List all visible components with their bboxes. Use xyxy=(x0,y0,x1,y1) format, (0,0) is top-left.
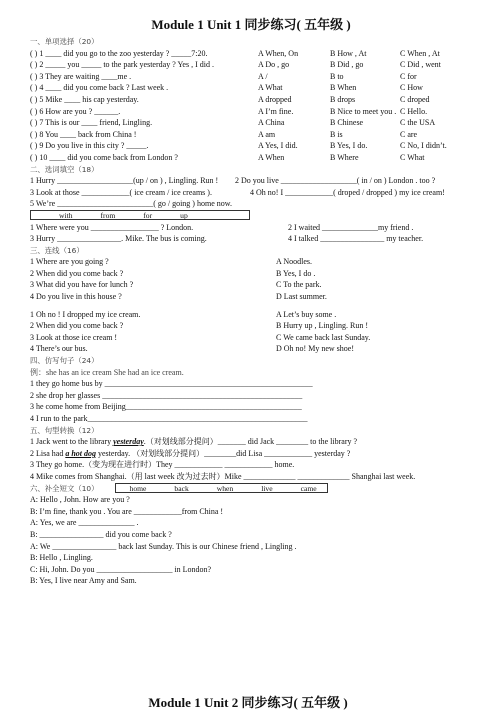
transform-row xyxy=(30,448,472,460)
transform-list xyxy=(30,436,472,482)
choice-question: ( ) 4 ____ did you come back ? Last week . xyxy=(30,83,169,93)
choice-option-b: B to xyxy=(330,71,344,81)
fill-row-3 xyxy=(30,198,472,210)
fill-question: 1 Hurry ___________________(up / on ) , Lingling. Run ! xyxy=(30,176,219,186)
fill-question: 3 Look at those ____________( ice cream / ice creams ). xyxy=(30,187,212,197)
imitate-list xyxy=(30,378,472,424)
section-heading-imitate: 四、仿写句子（24） xyxy=(30,356,99,366)
choice-option-c: C droped xyxy=(400,94,430,104)
underlined-phrase: a hot dog xyxy=(65,448,96,458)
fill-question: 4 I talked ________________ my teacher. xyxy=(288,234,424,244)
choice-option-a: A When, On xyxy=(258,48,299,58)
passage-line: A: Hello , John. How are you ? xyxy=(30,495,130,505)
choice-option-b: B How , At xyxy=(330,48,367,58)
choice-question-row xyxy=(30,117,472,129)
passage-line: C: Hi, John. Do you ___________________ in London? xyxy=(30,564,212,574)
choice-option-a: A am xyxy=(258,129,276,139)
word-box xyxy=(30,210,250,220)
choice-option-c: C for xyxy=(400,71,417,81)
match-right: D Last summer. xyxy=(276,292,327,302)
choice-question: ( ) 10 ____ did you come back from London ? xyxy=(30,152,178,162)
fill-row-4 xyxy=(30,222,472,234)
choice-question-row xyxy=(30,106,472,118)
word-option: home xyxy=(129,483,147,493)
transform-text: 3 They go home.（变为现在进行时）They ____________ ____________ home. xyxy=(30,460,295,470)
choice-question-row xyxy=(30,71,472,83)
transform-row xyxy=(30,471,472,483)
fill-question: 5 We’re ________________________( go / going ) home now. xyxy=(30,199,232,209)
match-right: A Noodles. xyxy=(276,257,312,267)
match-right: A Let’s buy some . xyxy=(276,309,337,319)
choice-option-a: A / xyxy=(258,71,268,81)
fill-question: 2 Do you live ___________________( in / on ) London . too ? xyxy=(235,176,436,186)
next-worksheet-title: Module 1 Unit 2 同步练习( 五年级 ) xyxy=(148,695,348,710)
match-left: 3 What did you have for lunch ? xyxy=(30,280,134,290)
imitate-row: 4 I run to the park_______________________________________________________ xyxy=(30,414,308,423)
imitate-example: 例：she has an ice cream She had an ice cream. xyxy=(30,367,184,377)
match-left: 2 When did you come back ? xyxy=(30,321,124,331)
match-row xyxy=(30,332,472,344)
match-right: C We came back last Sunday. xyxy=(276,332,371,342)
choice-option-b: B Where xyxy=(330,152,359,162)
passage-line: A: We ________________ back last Sunday. This is our Chinese friend , Lingling . xyxy=(30,541,297,551)
transform-row xyxy=(30,436,472,448)
choice-option-b: B Nice to meet you . xyxy=(330,106,397,116)
choice-option-b: B When xyxy=(330,83,357,93)
choice-option-b: B is xyxy=(330,129,343,139)
choice-option-a: A I’m fine. xyxy=(258,106,294,116)
choice-question-row xyxy=(30,48,472,60)
fill-row-1 xyxy=(30,175,472,187)
fill-question: 2 I waited ______________my friend . xyxy=(288,222,414,232)
match-left: 4 There’s our bus. xyxy=(30,344,88,354)
match-group-2 xyxy=(30,309,472,355)
choice-question-row xyxy=(30,140,472,152)
choice-question: ( ) 2 _____ you _____ to the park yesterday ? Yes , I did . xyxy=(30,60,214,70)
choice-option-b: B Yes, I do. xyxy=(330,141,368,151)
transform-text: .（对划线部分提问）_______ did Jack ________ to the library ? xyxy=(143,437,358,447)
passage-line: B: I’m fine, thank you . You are ____________from China ! xyxy=(30,506,224,516)
choice-option-c: C Did , went xyxy=(400,60,441,70)
word-option: up xyxy=(180,210,188,220)
match-row xyxy=(30,256,472,268)
choice-option-a: A What xyxy=(258,83,283,93)
choice-option-a: A dropped xyxy=(258,94,292,104)
section-heading-transform: 五、句型转换（12） xyxy=(30,425,99,435)
choice-option-c: C How xyxy=(400,83,423,93)
match-left: 4 Do you live in this house ? xyxy=(30,292,122,302)
choice-option-c: C No, I didn’t. xyxy=(400,141,447,151)
word-option: with xyxy=(59,210,73,220)
passage-line: B: ________________ did you come back ? xyxy=(30,529,172,539)
passage-word-box xyxy=(115,483,328,493)
choice-question: ( ) 5 Mike ____ his cap yesterday. xyxy=(30,94,139,104)
match-left: 1 Where are you going ? xyxy=(30,257,109,267)
match-row xyxy=(30,291,472,303)
word-option: back xyxy=(174,483,189,493)
choice-question-row xyxy=(30,152,472,164)
passage-line: B: Hello , Lingling. xyxy=(30,553,93,563)
passage-header-row xyxy=(30,483,472,495)
choice-question-row xyxy=(30,129,472,141)
choice-question-row xyxy=(30,94,472,106)
match-right: B Yes, I do . xyxy=(276,268,316,278)
choice-question: ( ) 7 This is our ____ friend, Lingling. xyxy=(30,118,153,128)
transform-text: 1 Jack went to the library xyxy=(30,437,114,447)
fill-row-5 xyxy=(30,233,472,245)
choice-option-a: A China xyxy=(258,118,285,128)
multiple-choice-list xyxy=(30,48,472,164)
section-heading-passage: 六、补全短文（10） xyxy=(30,483,99,493)
fill-question: 1 Where were you _________________ ? London. xyxy=(30,222,194,232)
choice-option-a: A Yes, I did. xyxy=(258,141,298,151)
passage-lines xyxy=(30,494,472,587)
section-heading-match: 三、连线（16） xyxy=(30,245,84,255)
choice-option-c: C What xyxy=(400,152,425,162)
word-option: came xyxy=(300,483,317,493)
match-right: B Hurry up , Lingling. Run ! xyxy=(276,321,368,331)
match-group-1 xyxy=(30,256,472,302)
choice-option-c: C Hello. xyxy=(400,106,428,116)
match-row xyxy=(30,279,472,291)
underlined-phrase: yesterday xyxy=(113,437,144,447)
imitate-row: 2 she drop her glasses __________________________________________________ xyxy=(30,390,303,400)
match-left: 3 Look at those ice cream ! xyxy=(30,332,118,342)
choice-option-c: C When , At xyxy=(400,48,440,58)
match-left: 1 Oh no ! I dropped my ice cream. xyxy=(30,309,141,319)
imitate-row: 3 he come home from Beijing____________________________________________ xyxy=(30,402,302,412)
fill-row-2 xyxy=(30,187,472,199)
match-row xyxy=(30,268,472,280)
word-option: live xyxy=(261,483,273,493)
transform-text: yesterday. （对划线部分提问）________did Lisa ____________ yesterday ? xyxy=(96,448,351,458)
fill-question: 4 Oh no! I ____________( droped / dropped ) my ice cream! xyxy=(250,187,445,197)
choice-question: ( ) 3 They are waiting ____me . xyxy=(30,71,132,81)
passage-line: B: Yes, I live near Amy and Sam. xyxy=(30,576,137,586)
choice-option-c: C are xyxy=(400,129,418,139)
choice-option-a: A Do , go xyxy=(258,60,290,70)
choice-question-row xyxy=(30,59,472,71)
word-option: from xyxy=(100,210,116,220)
match-right: C To the park. xyxy=(276,280,322,290)
passage-line: A: Yes, we are ______________ . xyxy=(30,518,139,528)
section-heading-fill: 二、选词填空（18） xyxy=(30,164,99,174)
word-box-row xyxy=(30,210,472,222)
match-right: D Oh no! My new shoe! xyxy=(276,344,354,354)
transform-text: 2 Lisa had xyxy=(30,448,66,458)
word-option: for xyxy=(143,210,153,220)
choice-option-b: B Chinese xyxy=(330,118,364,128)
imitate-row: 1 they go home bus by ____________________________________________________ xyxy=(30,379,313,389)
choice-question: ( ) 6 How are you ? ______. xyxy=(30,106,121,116)
match-row xyxy=(30,320,472,332)
transform-row xyxy=(30,459,472,471)
choice-option-c: C the USA xyxy=(400,118,436,128)
section-heading-choice: 一、单项选择（20） xyxy=(30,37,99,46)
choice-question: ( ) 1 ____ did you go to the zoo yesterday ? _____7:20. xyxy=(30,48,208,58)
word-option: when xyxy=(216,483,234,493)
transform-text: 4 Mike comes from Shanghai.（用 last week 改为过去时）Mike _____________ _____________ Shanghai last week. xyxy=(30,471,416,481)
match-left: 2 When did you come back ? xyxy=(30,268,124,278)
match-row xyxy=(30,309,472,321)
choice-option-a: A When xyxy=(258,152,285,162)
choice-option-b: B drops xyxy=(330,94,356,104)
match-row xyxy=(30,343,472,355)
choice-question: ( ) 8 You ____ back from China ! xyxy=(30,129,137,139)
choice-option-b: B Did , go xyxy=(330,60,364,70)
choice-question: ( ) 9 Do you live in this city ? _____. xyxy=(30,141,149,151)
fill-question: 3 Hurry ________________. Mike. The bus is coming. xyxy=(30,234,207,244)
choice-question-row xyxy=(30,82,472,94)
worksheet-title: Module 1 Unit 1 同步练习( 五年级 ) xyxy=(151,17,351,32)
